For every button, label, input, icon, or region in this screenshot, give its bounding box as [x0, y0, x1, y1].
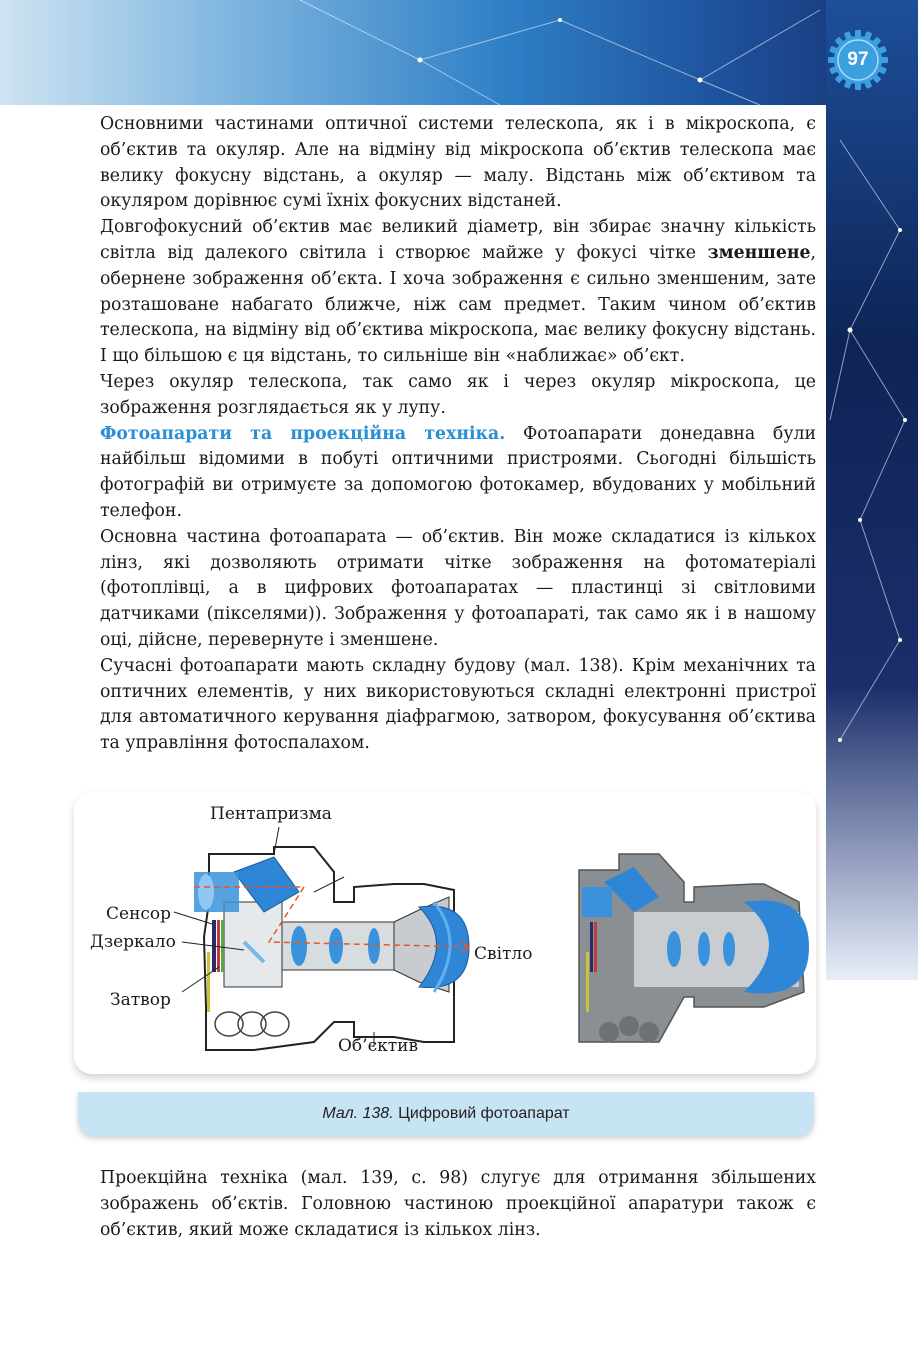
- label-mirror: Дзеркало: [90, 932, 176, 952]
- paragraph: Через окуляр телескопа, так само як і через окуляр мікроскопа, це зображення розглядається як у лупу.: [100, 371, 816, 418]
- bottom-text: [100, 1166, 816, 1243]
- caption-text: Цифровий фотоапарат: [393, 1105, 570, 1122]
- paragraph-text: Фотоапарати донедавна були найбільш відомими в побуті оптичними пристроями. Сьогодні більшість фотографій ви отримуєте за допомогою фотокамер, вбудованих у мобільний телефон.: [100, 423, 816, 521]
- label-shutter: Затвор: [110, 990, 171, 1010]
- label-sensor: Сенсор: [106, 904, 172, 924]
- paragraph: Сучасні фотоапарати мають складну будову (мал. 138). Крім механічних та оптичних елементів, у них використовуються складні електронні пристрої для автоматичного керування діафрагмою, затвором, фокусування об’єктива та управління фотоспалахом.: [100, 655, 816, 754]
- paragraph-text: Довгофокусний об’єктив має великий діаметр, він збирає значну кількість світла від далекого світила і створює майже у фокусі чітке: [100, 217, 816, 263]
- body-text: [100, 112, 816, 757]
- figure-caption: [78, 1092, 814, 1136]
- label-light: Світло: [474, 944, 533, 964]
- paragraph-text: , обернене зображення об’єкта. І хоча зображення є сильно зменшеним, зате розташоване набагато ближче, ніж сам предмет. Таким чином об’єктив телескопа, на відміну від об’єктива мікроскопа, має велику фокусну відстань. І що більшою є ця відстань, то сильніше він «наближає» об’єкт.: [100, 242, 816, 367]
- paragraph: Проекційна техніка (мал. 139, с. 98) слугує для отримання збільшених зображень об’єктів. Головною частиною проекційної апаратури також є об’єктив, який може складатися із кількох лінз.: [100, 1168, 816, 1240]
- caption-number: Мал. 138.: [322, 1105, 394, 1122]
- camera-body-schematic: [174, 827, 474, 1050]
- paragraph: [100, 215, 816, 370]
- section-heading: Фотоапарати та проекційна техніка.: [100, 423, 506, 444]
- label-lens: Об’єктив: [338, 1036, 419, 1056]
- paragraph: Основними частинами оптичної системи телескопа, як і в мікроскопа, є об’єктив та окуляр. Але на відміну від мікроскопа об’єктив телескопа має велику фокусну відстань, а окуляр — малу. Відстань між об’єктивом та окуляром дорівнює сумі їхніх фокусних відстаней.: [100, 114, 816, 212]
- camera-photo: [579, 854, 809, 1042]
- paragraph: Основна частина фотоапарата — об’єктив. Він може складатися із кількох лінз, які дозволяють отримати чітке зображення на фотоматеріалі (фотоплівці, а в цифрових фотоапаратах — пластинці зі світловими датчиками (пікселями)). Зображення у фотоапараті, так само як і в нашому оці, дійсне, перевернуте і зменшене.: [100, 526, 816, 650]
- page-number: 97: [847, 49, 869, 70]
- bold-term: зменшене: [707, 242, 811, 263]
- label-pentaprism: Пентапризма: [210, 804, 332, 824]
- camera-diagram: [74, 792, 816, 1074]
- paragraph: [100, 422, 816, 525]
